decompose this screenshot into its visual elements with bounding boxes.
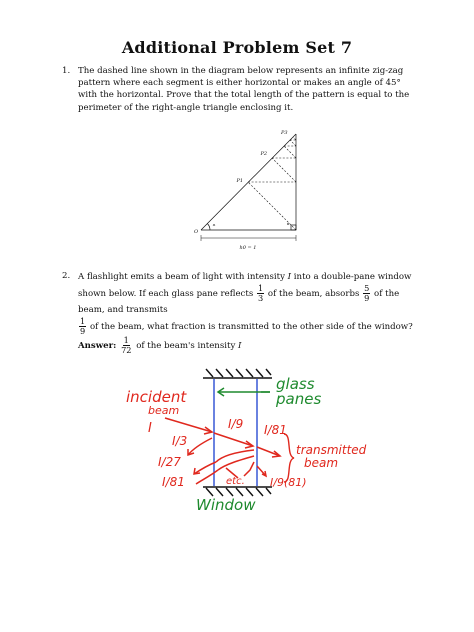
page-title: Additional Problem Set 7 (121, 38, 353, 57)
bottom-wall (203, 487, 272, 496)
label-etc: etc. (226, 476, 245, 487)
glass-label-line2: panes (276, 390, 322, 408)
label-p1: P1 (236, 178, 243, 184)
transmitted-label-line2: beam (304, 456, 339, 470)
transmitted-brace (284, 434, 294, 482)
label-i-over-81-left: I/81 (162, 475, 185, 489)
problem-1-number: 1. (62, 66, 71, 76)
reflect-fraction: $\frac{1}{3}$ (257, 283, 264, 303)
label-i-over-9-81: I/9(81) (270, 476, 307, 489)
answer-fraction: $\frac{1}{72}$ (121, 335, 132, 355)
incident-label-line2: beam (148, 404, 180, 417)
top-wall (203, 369, 272, 378)
transmit-fraction: $\frac{1}{9}$ (80, 316, 86, 336)
glass-label-line1: glass (276, 375, 315, 393)
problem-1-text: The dashed line shown in the diagram below represents an infinite zig-zag pattern where each segment is either horizontal or makes an angle of 45° with the horizontal. Prove that the total length of the pattern is equal to the perimeter of the right-angle triangle enclosing it. (78, 66, 410, 113)
label-i-over-9: I/9 (228, 417, 244, 431)
label-p3: P3 (281, 130, 288, 136)
label-origin: O (193, 229, 199, 235)
incident-label-line1: incident (126, 388, 187, 406)
label-p2: P2 (260, 151, 267, 157)
glass-pointer-arrows (218, 388, 270, 396)
problem-2-text: A flashlight emits a beam of light with intensity I into a double-pane window shown below. If each glass pane reflects $\frac{1}{3}$ of the beam, absorbs $\frac{5}{9}$ of the beam, and transmits $\frac{1}{9}$ of the beam, what fraction is transmitted to the other side of the window? Answer: $\frac{1}{72}$ of the beam's intensity I (78, 272, 413, 355)
problem-2-number: 2. (62, 271, 71, 281)
absorb-fraction: $\frac{5}{9}$ (364, 283, 370, 303)
label-base: h0 = 1 (239, 245, 257, 251)
transmitted-label-line1: transmitted (296, 443, 367, 457)
intensity-symbol: I (287, 272, 292, 282)
label-i-over-3: I/3 (172, 434, 188, 448)
answer-line: Answer: $\frac{1}{72}$ of the beam's intensity I (78, 335, 242, 355)
answer-label: Answer: (78, 341, 117, 351)
label-i-over-27: I/27 (158, 455, 181, 469)
label-i-over-81-right: I/81 (264, 423, 287, 437)
incident-intensity: I (148, 421, 152, 436)
window-label: Window (196, 496, 256, 514)
